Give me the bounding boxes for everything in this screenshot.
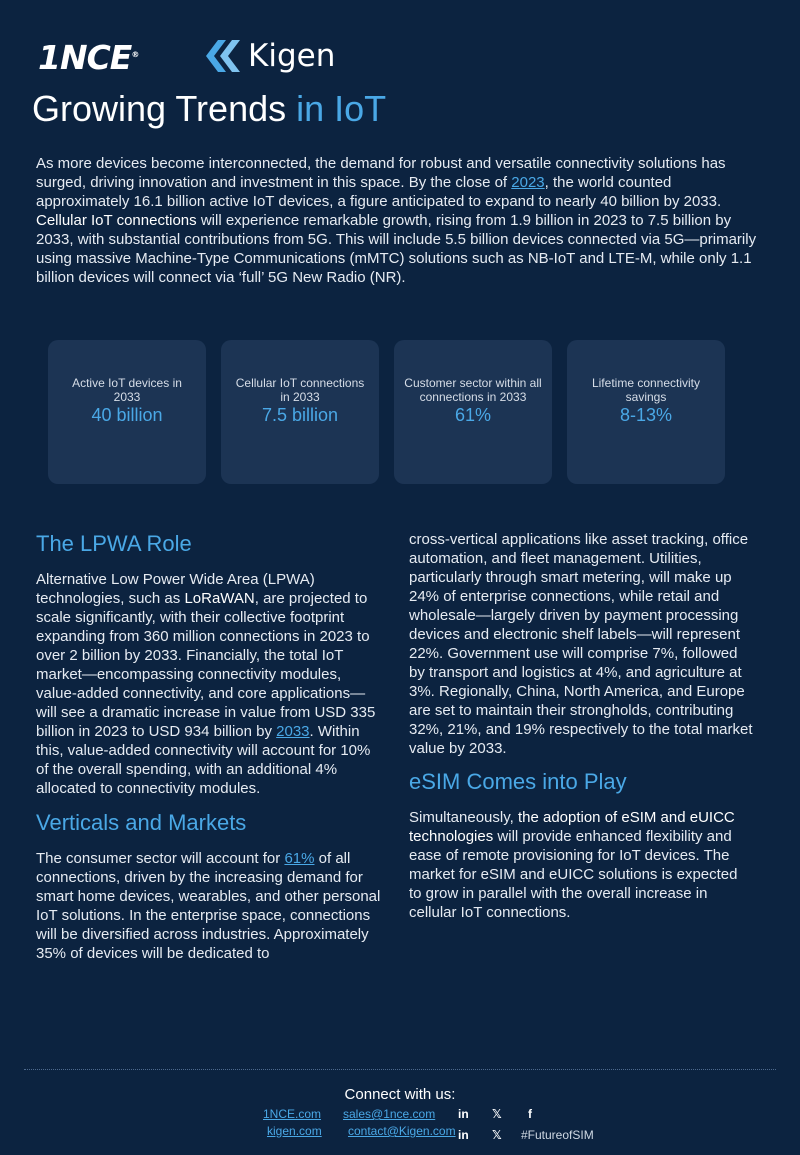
stat-label: Customer sector within all connections in 2033	[404, 376, 542, 404]
intro-highlight: Cellular IoT connections	[36, 212, 197, 229]
site-link-1nce[interactable]: 1NCE.com	[263, 1107, 322, 1121]
verticals-link-61[interactable]: 61%	[284, 850, 315, 867]
kigen-chevron-icon	[204, 38, 242, 74]
lpwa-heading: The LPWA Role	[36, 531, 192, 556]
x-icon[interactable]: 𝕏	[492, 1128, 502, 1142]
verticals-continued: cross-vertical applications like asset tracking, office automation, and fleet management. Utilities, particularly through smart metering, will make up 24% of enterprise connections, while retail and wholesale—largely driven by payment processing devices and electronic shelf labels—will represent 22%. Government use will comprise 7%, followed by transport and logistics at 4%, and agriculture at 3%. Regionally, China, North America, and Europe are set to maintain their strongholds, contributing 32%, 21%, and 19% respectively to the total market value by 2033.	[409, 531, 753, 757]
kigen-logo: Kigen	[204, 38, 335, 74]
stat-card-customer-sector	[394, 340, 552, 484]
stat-value: 8-13%	[619, 405, 673, 425]
right-column	[409, 530, 754, 922]
stat-card-active-devices	[48, 340, 206, 484]
email-link-kigen[interactable]: contact@Kigen.com	[348, 1124, 456, 1138]
connect-heading: Connect with us:	[344, 1086, 456, 1103]
lpwa-link-2033[interactable]: 2033	[276, 723, 310, 740]
stat-value: 40 billion	[91, 405, 163, 425]
footer-divider	[24, 1069, 776, 1070]
facebook-icon[interactable]: f	[528, 1107, 532, 1121]
esim-paragraph: Simultaneously, the adoption of eSIM and eUICC technologies will provide enhanced flexibility and ease of remote provisioning for IoT devices. The market for eSIM and eUICC solutions is expected to grow in parallel with the overall increase in cellular IoT connections.	[409, 809, 738, 921]
linkedin-icon[interactable]: in	[458, 1107, 469, 1121]
email-link-1nce[interactable]: sales@1nce.com	[343, 1107, 436, 1121]
linkedin-icon[interactable]: in	[458, 1128, 469, 1142]
esim-highlight: the adoption of eSIM and eUICC technologies	[409, 809, 735, 845]
verticals-paragraph: The consumer sector will account for 61% of all connections, driven by the increasing demand for smart home devices, wearables, and other personal IoT solutions. In the enterprise space, connections will be diversified across industries. Approximately 35% of devices will be dedicated to	[36, 850, 381, 962]
stat-value: 7.5 billion	[261, 405, 339, 425]
lorawan-highlight: LoRaWAN	[184, 590, 255, 607]
esim-heading: eSIM Comes into Play	[409, 769, 627, 794]
stats-row	[48, 340, 728, 484]
page-title: Growing Trends in IoT	[32, 88, 387, 129]
hashtag: #FutureofSIM	[521, 1128, 594, 1142]
intro-paragraph: As more devices become interconnected, the demand for robust and versatile connectivity solutions has surged, driving innovation and investment in this space. By the close of 2023, the world counted approximately 16.1 billion active IoT devices, a figure anticipated to expand to nearly 40 billion by 2033. Cellular IoT connections will experience remarkable growth, rising from 1.9 billion in 2023 to 7.5 billion by 2033, with substantial contributions from 5G. This will include 5.5 billion devices connected via 5G—primarily using massive Machine-Type Communications (mMTC) solutions such as NB-IoT and LTE-M, while only 1.1 billion devices will connect via ‘full’ 5G New Radio (NR).	[36, 155, 757, 286]
stat-value: 61%	[454, 405, 492, 425]
left-column	[36, 530, 381, 963]
stat-card-cellular	[221, 340, 379, 484]
logo-row	[38, 34, 398, 80]
stat-label: Lifetime connectivity savings	[591, 376, 701, 404]
intro-link-2023[interactable]: 2023	[511, 174, 545, 191]
site-link-kigen[interactable]: kigen.com	[267, 1124, 322, 1138]
verticals-heading: Verticals and Markets	[36, 810, 247, 835]
stat-label: Cellular IoT connections in 2033	[235, 376, 365, 404]
lpwa-paragraph: Alternative Low Power Wide Area (LPWA) technologies, such as LoRaWAN, are projected to scale significantly, with their collective footprint expanding from 360 million connections in 2023 to over 2 billion by 2033. Financially, the total IoT market—encompassing connectivity modules, value-added connectivity, and core applications—will see a dramatic increase in value from USD 335 billion in 2023 to USD 934 billion by 2033. Within this, value-added connectivity will account for 10% of the overall spending, with an additional 4% allocated to connectivity modules.	[36, 571, 376, 797]
stat-card-savings	[567, 340, 725, 484]
1nce-logo: 1NCE®	[38, 38, 139, 77]
stat-label: Active IoT devices in 2033	[72, 376, 182, 404]
x-icon[interactable]: 𝕏	[492, 1107, 502, 1121]
